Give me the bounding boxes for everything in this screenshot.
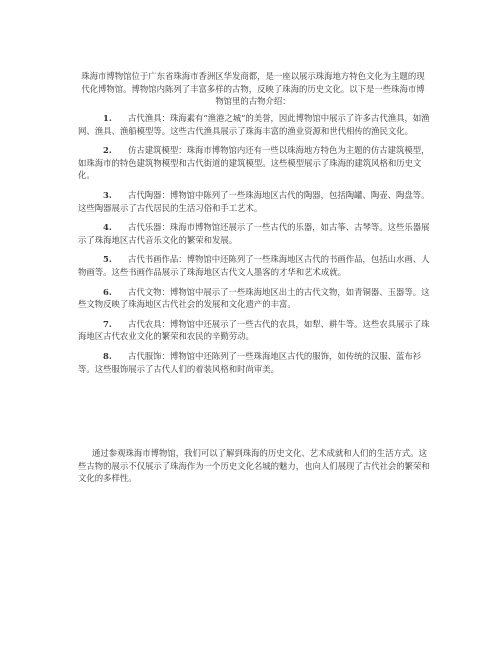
list-item xyxy=(78,189,436,214)
item-text: 古代文物：博物馆中展示了一些珠海地区出土的古代文物，如青铜器、玉器等。这些文物反映了珠海地区古代社会的发展和文化遗产的丰富。 xyxy=(78,286,430,310)
item-number: 3. xyxy=(103,189,112,200)
item-number: 8. xyxy=(103,350,112,361)
artifact-list xyxy=(78,112,436,382)
item-text: 古代服饰：博物馆中还陈列了一些珠海地区古代的服饰，如传统的汉服、蓝布衫等。这些服饰展示了古代人们的着装风格和时尚审美。 xyxy=(78,350,422,374)
item-number: 6. xyxy=(103,286,112,297)
item-number: 5. xyxy=(103,254,112,265)
item-number: 7. xyxy=(103,318,112,329)
list-item xyxy=(78,253,436,278)
list-item xyxy=(78,318,436,343)
item-text: 仿古建筑模型：珠海市博物馆内还有一些以珠海地方特色为主题的仿古建筑模型，如珠海市的特色建筑物模型和古代街道的建筑模型。这些模型展示了珠海的建筑风格和历史文化。 xyxy=(78,145,430,181)
conclusion-paragraph: 通过参观珠海市博物馆，我们可以了解到珠海的历史文化、艺术成就和人们的生活方式。这些古物的展示不仅展示了珠海作为一个历史文化名城的魅力，也向人们展现了古代社会的繁荣和文化的多样性。 xyxy=(78,448,430,484)
list-item xyxy=(78,112,436,137)
item-text: 古代陶器：博物馆中陈列了一些珠海地区古代的陶器，包括陶罐、陶壶、陶盘等。这些陶器展示了古代居民的生活习俗和手工艺术。 xyxy=(78,189,430,213)
list-item xyxy=(78,221,436,246)
item-text: 古代乐器：珠海市博物馆还展示了一些古代的乐器，如古筝、古琴等。这些乐器展示了珠海地区古代音乐文化的繁荣和发展。 xyxy=(78,222,430,245)
list-item xyxy=(78,350,436,375)
list-item xyxy=(78,144,436,182)
item-text: 古代渔具：珠海素有“渔港之城”的美誉，因此博物馆中展示了许多古代渔具，如渔网、渔具、渔船模型等。这些古代渔具展示了珠海丰富的渔业资源和世代相传的渔民文化。 xyxy=(78,113,430,136)
list-item xyxy=(78,286,436,311)
item-text: 古代书画作品：博物馆中还陈列了一些珠海地区古代的书画作品，包括山水画、人物画等。这些书画作品展示了珠海地区古代文人墨客的才华和艺术成就。 xyxy=(78,254,430,277)
item-text: 古代农具：博物馆中还展示了一些古代的农具，如犁、耕牛等。这些农具展示了珠海地区古代农业文化的繁荣和农民的辛勤劳动。 xyxy=(78,318,430,342)
item-number: 1. xyxy=(103,113,112,123)
item-number: 2. xyxy=(103,145,112,156)
intro-paragraph: 珠海市博物馆位于广东省珠海市香洲区华发商都，是一座以展示珠海地方特色文化为主题的现代化博物馆。博物馆内陈列了丰富多样的古物，反映了珠海的历史文化。以下是一些珠海市博物馆里的古物介绍： xyxy=(81,71,425,107)
item-number: 4. xyxy=(103,222,112,233)
